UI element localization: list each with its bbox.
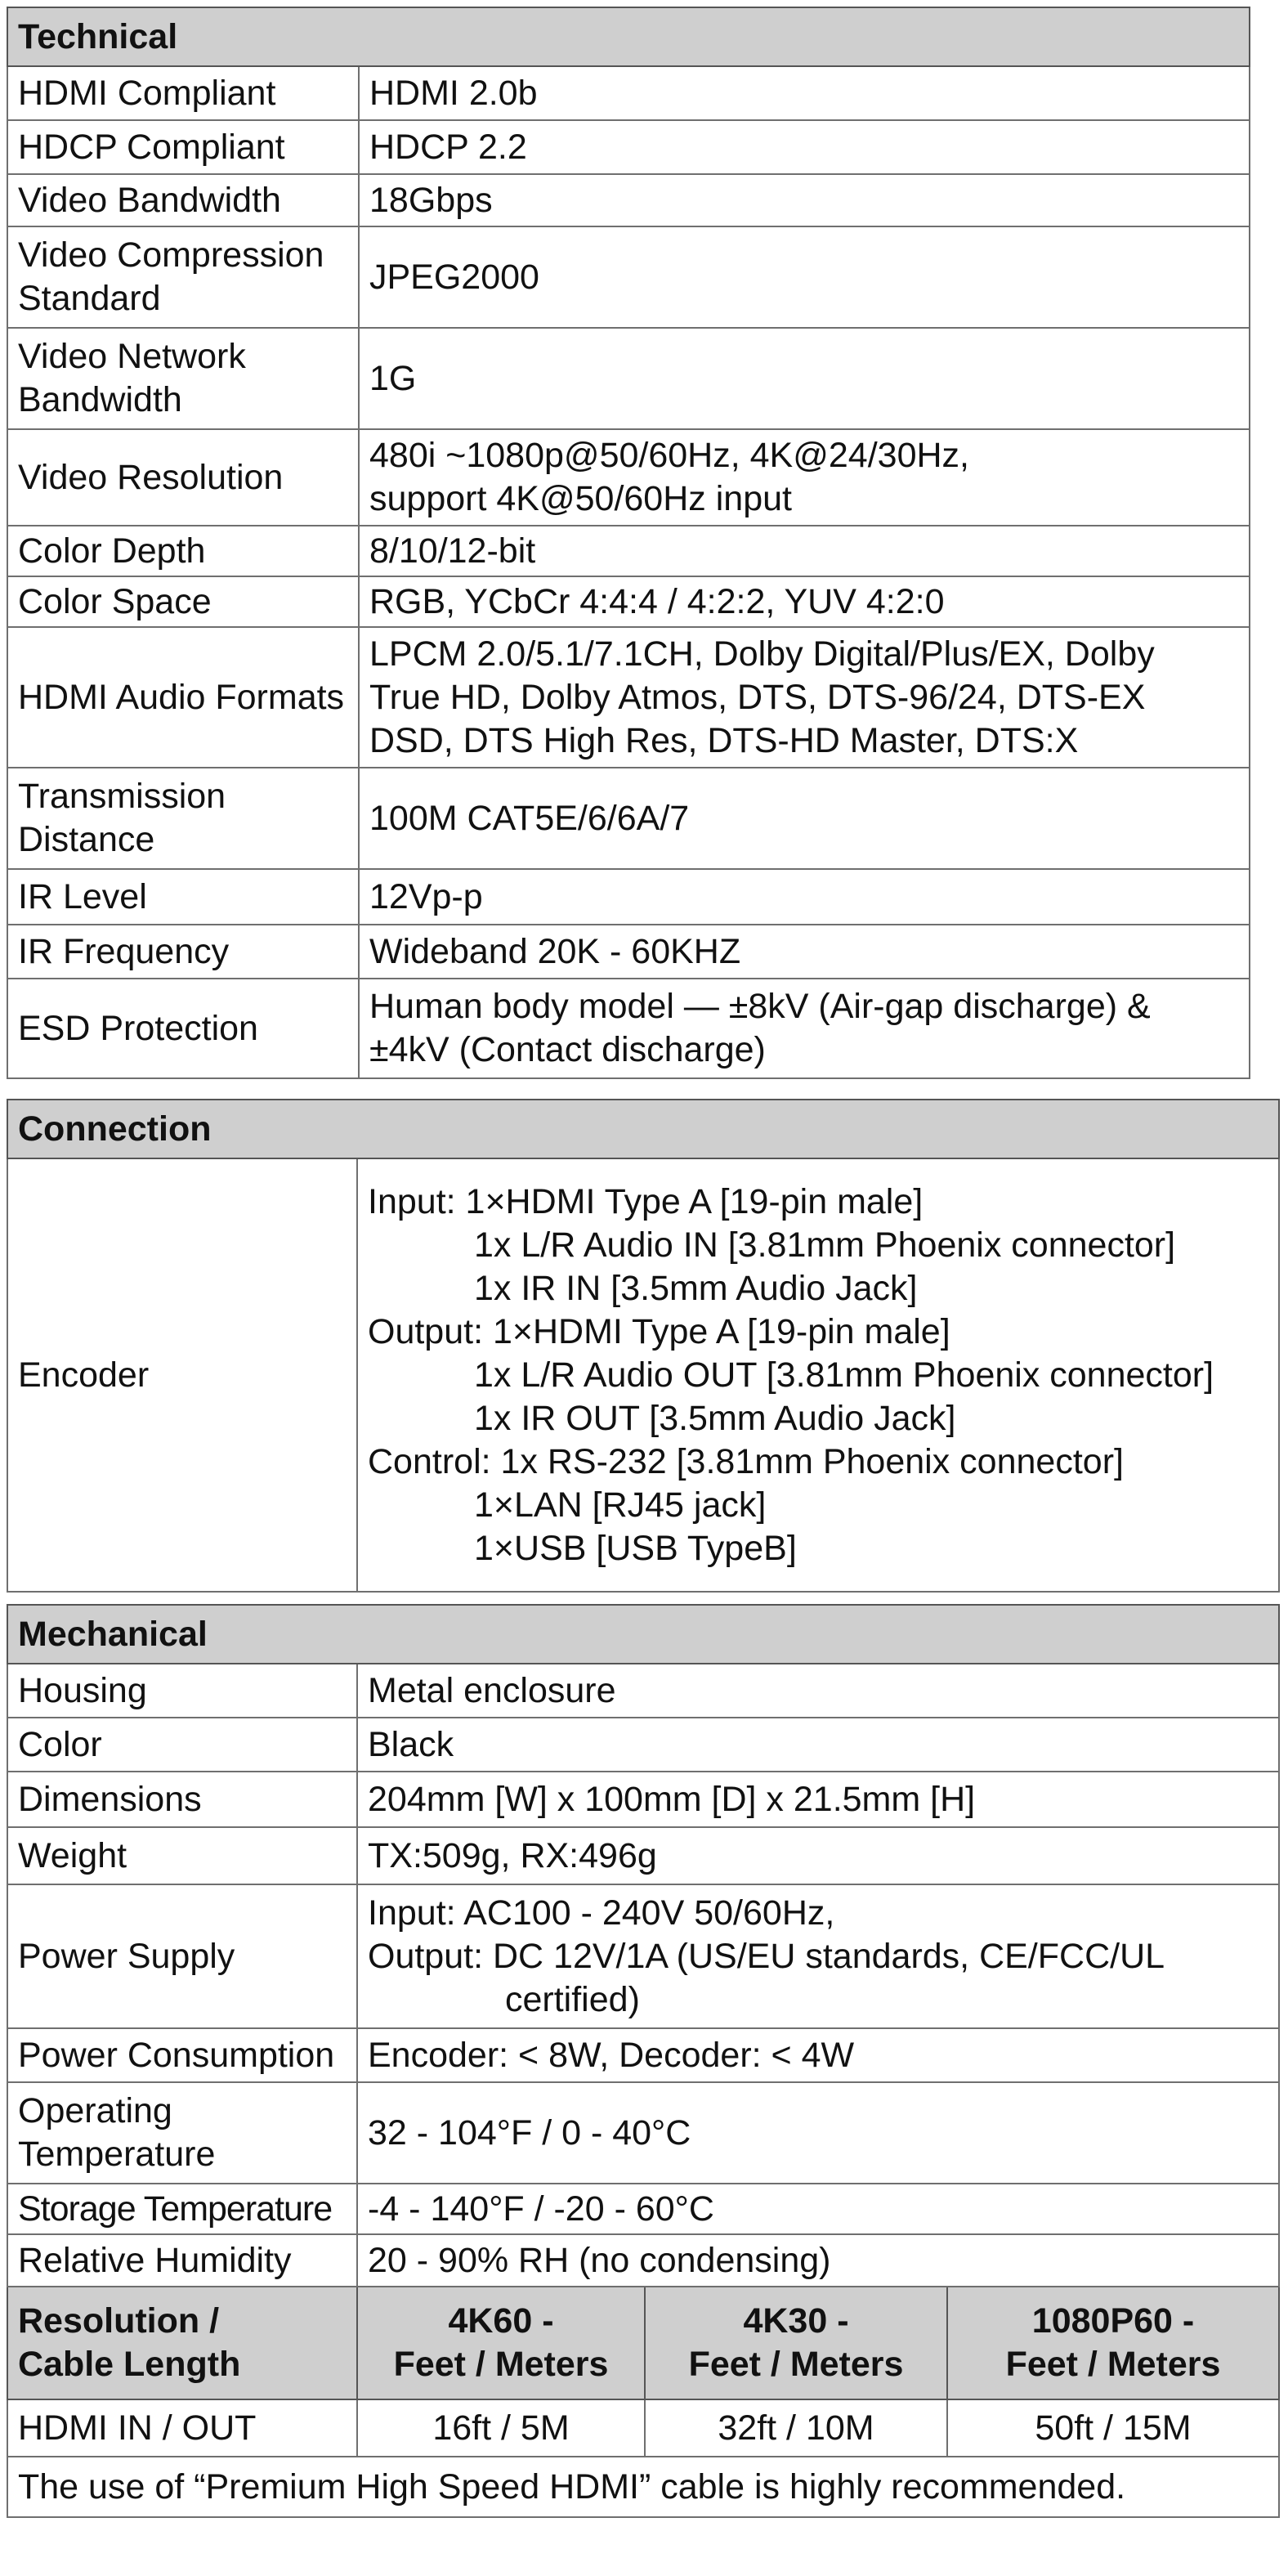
spec-value: RGB, YCbCr 4:4:4 / 4:2:2, YUV 4:2:0 [359,576,1250,627]
spec-value: 20 - 90% RH (no condensing) [357,2234,1279,2287]
spec-value: -4 - 140°F / -20 - 60°C [357,2184,1279,2234]
table-row [7,2082,1279,2184]
spec-value: HDCP 2.2 [359,120,1250,174]
spec-label: Transmission Distance [7,768,359,869]
table-row [7,2234,1279,2287]
table-row [7,1884,1279,2028]
table-row [7,120,1250,174]
table-row [7,2457,1279,2517]
spec-label: Color Depth [7,526,359,576]
spec-label: Color Space [7,576,359,627]
spec-value: Human body model — ±8kV (Air-gap discharge) & ±4kV (Contact discharge) [359,979,1250,1078]
table-row [7,576,1250,627]
table-row [7,925,1250,979]
spec-value: 18Gbps [359,174,1250,226]
resolution-row-label: HDMI IN / OUT [7,2399,357,2457]
spec-label: Housing [7,1664,357,1718]
spec-label: HDCP Compliant [7,120,359,174]
technical-header: Technical [7,7,1250,66]
spec-label: Weight [7,1827,357,1884]
resolution-header-4k60: 4K60 - Feet / Meters [357,2287,645,2399]
technical-table [7,7,1250,1079]
spec-value: Metal enclosure [357,1664,1279,1718]
spec-value: LPCM 2.0/5.1/7.1CH, Dolby Digital/Plus/EX, Dolby True HD, Dolby Atmos, DTS, DTS-96/24, DTS-EX DSD, DTS High Res, DTS-HD Master, DTS:X [359,627,1250,768]
table-row [7,526,1250,576]
resolution-4k30-value: 32ft / 10M [645,2399,947,2457]
table-row [7,226,1250,328]
resolution-1080p60-value: 50ft / 15M [947,2399,1279,2457]
table-row [7,1827,1279,1884]
spec-value: Black [357,1718,1279,1772]
spec-value: Wideband 20K - 60KHZ [359,925,1250,979]
table-row [7,1772,1279,1827]
table-row [7,627,1250,768]
spec-value: 204mm [W] x 100mm [D] x 21.5mm [H] [357,1772,1279,1827]
resolution-header-row [7,2287,1279,2399]
spec-value: 8/10/12-bit [359,526,1250,576]
table-row [7,429,1250,526]
spec-label: Dimensions [7,1772,357,1827]
spec-label: Power Consumption [7,2028,357,2082]
resolution-header-4k30: 4K30 - Feet / Meters [645,2287,947,2399]
table-row [7,768,1250,869]
connection-ports: Input: 1×HDMI Type A [19-pin male] 1x L/R Audio IN [3.81mm Phoenix connector] 1x IR IN [3.5mm Audio Jack] Output: 1×HDMI Type A [19-pin male] 1x L/R Audio OUT [3.81mm Phoenix connector] 1x IR OUT [3.5mm Audio Jack] Control: 1x RS-232 [3.81mm Phoenix connector] 1×LAN [RJ45 jack] 1×USB [USB TypeB] [357,1158,1279,1592]
spec-value: HDMI 2.0b [359,66,1250,120]
table-row [7,328,1250,429]
spec-value: 1G [359,328,1250,429]
spec-label: IR Frequency [7,925,359,979]
connection-header: Connection [7,1100,1279,1158]
spec-value: Input: AC100 - 240V 50/60Hz, Output: DC 12V/1A (US/EU standards, CE/FCC/UL certified) [357,1884,1279,2028]
table-row [7,1664,1279,1718]
table-row [7,1718,1279,1772]
spec-value: 480i ~1080p@50/60Hz, 4K@24/30Hz, support 4K@50/60Hz input [359,429,1250,526]
spec-label: HDMI Audio Formats [7,627,359,768]
spec-label: Video Bandwidth [7,174,359,226]
spec-value: 12Vp-p [359,869,1250,925]
spec-label: Video Resolution [7,429,359,526]
spec-label: Storage Temperature [7,2184,357,2234]
spec-value: 32 - 104°F / 0 - 40°C [357,2082,1279,2184]
table-row [7,174,1250,226]
table-row [7,979,1250,1078]
spec-label: Operating Temperature [7,2082,357,2184]
spec-value: Encoder: < 8W, Decoder: < 4W [357,2028,1279,2082]
spec-label: Power Supply [7,1884,357,2028]
spec-value: TX:509g, RX:496g [357,1827,1279,1884]
table-row [7,1158,1279,1592]
table-row [7,2028,1279,2082]
spec-label: Video Compression Standard [7,226,359,328]
spec-label: HDMI Compliant [7,66,359,120]
spec-label: Relative Humidity [7,2234,357,2287]
table-row [7,2184,1279,2234]
spec-value: JPEG2000 [359,226,1250,328]
spec-value: 100M CAT5E/6/6A/7 [359,768,1250,869]
mechanical-header: Mechanical [7,1605,1279,1664]
table-row [7,66,1250,120]
spec-label: Color [7,1718,357,1772]
spec-label: ESD Protection [7,979,359,1078]
spec-label: Encoder [7,1158,357,1592]
connection-table [7,1099,1280,1593]
resolution-4k60-value: 16ft / 5M [357,2399,645,2457]
spec-label: IR Level [7,869,359,925]
table-row [7,2399,1279,2457]
mechanical-table [7,1604,1280,2518]
resolution-header-1080p60: 1080P60 - Feet / Meters [947,2287,1279,2399]
resolution-header: Resolution / Cable Length [7,2287,357,2399]
spec-label: Video Network Bandwidth [7,328,359,429]
cable-note: The use of “Premium High Speed HDMI” cable is highly recommended. [7,2457,1279,2517]
table-row [7,869,1250,925]
